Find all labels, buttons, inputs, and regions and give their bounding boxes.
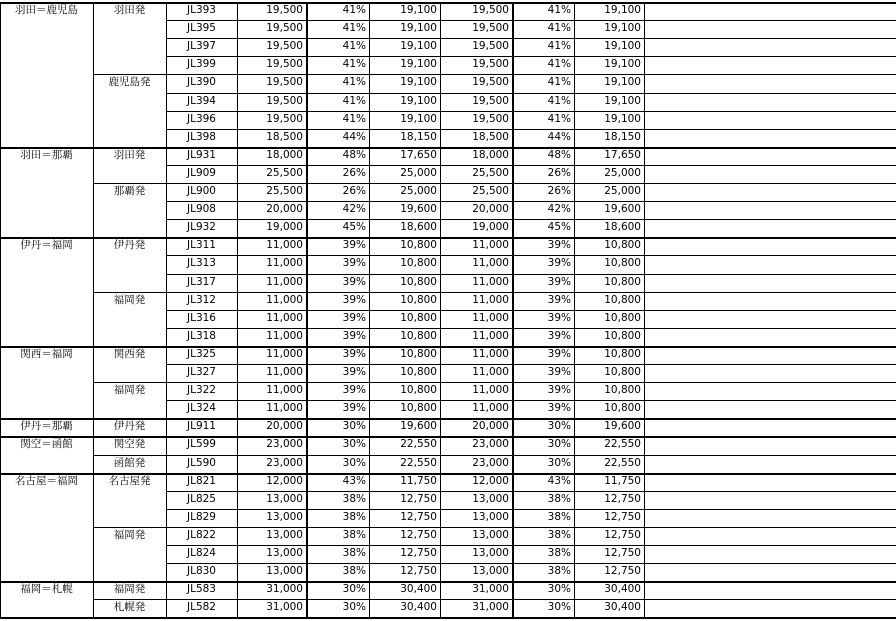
departure-label: 那覇発 [113, 185, 146, 197]
discount-rate-2: 44% [547, 131, 571, 143]
fare-normal-2: 19,500 [472, 58, 509, 70]
flight-number: JL825 [187, 493, 216, 505]
route-name: 関西＝福岡 [20, 348, 73, 360]
discount-rate-2: 39% [547, 239, 571, 251]
fare-discounted-2: 25,000 [604, 185, 641, 197]
discount-rate: 30% [342, 420, 366, 432]
flight-number: JL909 [187, 167, 216, 179]
flight-number: JL824 [187, 547, 216, 559]
route-name: 伊丹＝那覇 [20, 420, 73, 432]
fare-normal: 18,000 [266, 149, 303, 161]
fare-discounted: 30,400 [400, 583, 437, 595]
departure-label: 福岡発 [113, 384, 146, 396]
fare-discounted-2: 12,750 [604, 493, 641, 505]
fare-normal: 11,000 [266, 384, 303, 396]
flight-number: JL324 [187, 402, 216, 414]
flight-number: JL318 [187, 330, 216, 342]
fare-discounted: 19,100 [400, 22, 437, 34]
flight-number: JL399 [187, 58, 216, 70]
fare-normal: 11,000 [266, 294, 303, 306]
departure-label: 伊丹発 [113, 239, 146, 251]
departure-label: 羽田発 [113, 149, 146, 161]
fare-normal-2: 11,000 [472, 276, 509, 288]
discount-rate-2: 38% [547, 511, 571, 523]
fare-discounted: 19,100 [400, 95, 437, 107]
flight-number: JL821 [187, 475, 216, 487]
fare-normal-2: 19,500 [472, 4, 509, 16]
flight-number: JL908 [187, 203, 216, 215]
departure-label: 関西発 [113, 348, 146, 360]
fare-discounted-2: 17,650 [604, 149, 641, 161]
fare-discounted: 19,100 [400, 76, 437, 88]
column-divider [644, 2, 645, 617]
fare-discounted: 10,800 [400, 366, 437, 378]
fare-discounted: 10,800 [400, 312, 437, 324]
fare-normal-2: 20,000 [472, 420, 509, 432]
discount-rate-2: 42% [547, 203, 571, 215]
fare-normal-2: 11,000 [472, 257, 509, 269]
fare-discounted: 10,800 [400, 330, 437, 342]
discount-rate: 26% [342, 185, 366, 197]
flight-number: JL582 [187, 601, 216, 613]
fare-discounted-2: 19,100 [604, 95, 641, 107]
discount-rate-2: 39% [547, 348, 571, 360]
departure-label: 羽田発 [113, 4, 146, 16]
flight-number: JL583 [187, 583, 216, 595]
flight-number: JL396 [187, 113, 216, 125]
discount-rate: 38% [342, 565, 366, 577]
fare-normal: 12,000 [266, 475, 303, 487]
fare-normal: 19,500 [266, 22, 303, 34]
discount-rate: 39% [342, 348, 366, 360]
discount-rate: 48% [342, 149, 366, 161]
route-name: 羽田＝那覇 [20, 149, 73, 161]
fare-discounted-2: 12,750 [604, 511, 641, 523]
flight-number: JL390 [187, 76, 216, 88]
fare-normal-2: 19,500 [472, 76, 509, 88]
departure-label: 函館発 [113, 457, 146, 469]
fare-discounted-2: 10,800 [604, 276, 641, 288]
flight-number: JL900 [187, 185, 216, 197]
fare-normal-2: 11,000 [472, 348, 509, 360]
discount-rate: 41% [342, 40, 366, 52]
discount-rate-2: 30% [547, 601, 571, 613]
fare-normal-2: 25,500 [472, 185, 509, 197]
fare-discounted-2: 10,800 [604, 366, 641, 378]
discount-rate-2: 30% [547, 420, 571, 432]
fare-normal-2: 11,000 [472, 312, 509, 324]
fare-discounted-2: 19,100 [604, 22, 641, 34]
route-name: 名古屋＝福岡 [15, 475, 78, 487]
fare-discounted-2: 18,150 [604, 131, 641, 143]
fare-normal: 11,000 [266, 366, 303, 378]
fare-normal: 19,500 [266, 4, 303, 16]
fare-normal-2: 11,000 [472, 384, 509, 396]
discount-rate: 41% [342, 95, 366, 107]
fare-normal-2: 19,000 [472, 221, 509, 233]
fare-normal: 23,000 [266, 457, 303, 469]
discount-rate-2: 43% [547, 475, 571, 487]
discount-rate: 39% [342, 239, 366, 251]
fare-normal-2: 13,000 [472, 565, 509, 577]
fare-normal-2: 19,500 [472, 22, 509, 34]
discount-rate-2: 41% [547, 58, 571, 70]
discount-rate-2: 39% [547, 257, 571, 269]
fare-normal-2: 13,000 [472, 511, 509, 523]
fare-normal: 11,000 [266, 257, 303, 269]
departure-label: 名古屋発 [108, 475, 151, 487]
flight-number: JL397 [187, 40, 216, 52]
discount-rate: 41% [342, 4, 366, 16]
discount-rate: 30% [342, 601, 366, 613]
fare-discounted-2: 19,600 [604, 203, 641, 215]
fare-discounted-2: 10,800 [604, 402, 641, 414]
flight-number: JL830 [187, 565, 216, 577]
fare-discounted-2: 19,600 [604, 420, 641, 432]
fare-normal-2: 13,000 [472, 547, 509, 559]
discount-rate: 39% [342, 312, 366, 324]
fare-discounted-2: 11,750 [604, 475, 641, 487]
discount-rate-2: 39% [547, 366, 571, 378]
fare-discounted: 19,100 [400, 4, 437, 16]
fare-normal-2: 11,000 [472, 294, 509, 306]
fare-normal: 13,000 [266, 529, 303, 541]
discount-rate-2: 38% [547, 565, 571, 577]
fare-discounted-2: 22,550 [604, 457, 641, 469]
discount-rate-2: 30% [547, 457, 571, 469]
discount-rate: 43% [342, 475, 366, 487]
discount-rate: 39% [342, 384, 366, 396]
fare-discounted: 10,800 [400, 294, 437, 306]
flight-number: JL829 [187, 511, 216, 523]
fare-normal: 31,000 [266, 601, 303, 613]
discount-rate: 39% [342, 402, 366, 414]
fare-discounted: 19,600 [400, 420, 437, 432]
fare-normal-2: 13,000 [472, 493, 509, 505]
fare-normal: 19,500 [266, 95, 303, 107]
fare-discounted: 11,750 [400, 475, 437, 487]
fare-normal-2: 19,500 [472, 95, 509, 107]
fare-normal: 13,000 [266, 547, 303, 559]
discount-rate: 42% [342, 203, 366, 215]
discount-rate: 39% [342, 276, 366, 288]
route-name: 福岡＝札幌 [20, 583, 73, 595]
fare-discounted: 12,750 [400, 511, 437, 523]
discount-rate: 30% [342, 583, 366, 595]
discount-rate: 44% [342, 131, 366, 143]
discount-rate: 39% [342, 294, 366, 306]
fare-discounted: 19,600 [400, 203, 437, 215]
fare-normal: 19,500 [266, 58, 303, 70]
fare-normal: 25,500 [266, 167, 303, 179]
fare-discounted: 25,000 [400, 167, 437, 179]
fare-normal: 20,000 [266, 203, 303, 215]
fare-normal-2: 11,000 [472, 330, 509, 342]
departure-label: 札幌発 [113, 601, 146, 613]
fare-normal-2: 13,000 [472, 529, 509, 541]
departure-label: 福岡発 [113, 294, 146, 306]
fare-discounted: 25,000 [400, 185, 437, 197]
fare-discounted: 10,800 [400, 384, 437, 396]
discount-rate-2: 41% [547, 40, 571, 52]
discount-rate-2: 41% [547, 95, 571, 107]
flight-number: JL822 [187, 529, 216, 541]
fare-discounted-2: 10,800 [604, 257, 641, 269]
fare-normal-2: 12,000 [472, 475, 509, 487]
fare-discounted: 10,800 [400, 276, 437, 288]
fare-discounted: 10,800 [400, 348, 437, 360]
fare-discounted: 10,800 [400, 239, 437, 251]
fare-normal-2: 19,500 [472, 40, 509, 52]
fare-normal-2: 11,000 [472, 402, 509, 414]
fare-discounted: 18,600 [400, 221, 437, 233]
departure-label: 福岡発 [113, 529, 146, 541]
discount-rate: 30% [342, 457, 366, 469]
discount-rate-2: 38% [547, 493, 571, 505]
discount-rate: 38% [342, 547, 366, 559]
fare-discounted-2: 30,400 [604, 601, 641, 613]
fare-normal: 13,000 [266, 511, 303, 523]
fare-discounted-2: 10,800 [604, 239, 641, 251]
fare-discounted-2: 12,750 [604, 529, 641, 541]
fare-normal-2: 31,000 [472, 583, 509, 595]
fare-discounted: 22,550 [400, 457, 437, 469]
discount-rate: 41% [342, 22, 366, 34]
fare-discounted: 19,100 [400, 40, 437, 52]
flight-number: JL395 [187, 22, 216, 34]
flight-number: JL325 [187, 348, 216, 360]
discount-rate-2: 39% [547, 402, 571, 414]
fare-discounted: 18,150 [400, 131, 437, 143]
row-divider [0, 617, 896, 619]
discount-rate-2: 41% [547, 76, 571, 88]
fare-discounted-2: 30,400 [604, 583, 641, 595]
discount-rate: 41% [342, 113, 366, 125]
fare-discounted-2: 10,800 [604, 348, 641, 360]
discount-rate: 38% [342, 529, 366, 541]
fare-discounted: 22,550 [400, 438, 437, 450]
departure-label: 福岡発 [113, 583, 146, 595]
flight-number: JL590 [187, 457, 216, 469]
flight-number: JL398 [187, 131, 216, 143]
discount-rate-2: 41% [547, 22, 571, 34]
fare-discounted-2: 10,800 [604, 330, 641, 342]
discount-rate-2: 41% [547, 113, 571, 125]
fare-discounted-2: 25,000 [604, 167, 641, 179]
flight-number: JL393 [187, 4, 216, 16]
discount-rate: 26% [342, 167, 366, 179]
fare-normal: 19,500 [266, 76, 303, 88]
flight-number: JL312 [187, 294, 216, 306]
discount-rate: 39% [342, 366, 366, 378]
departure-label: 鹿児島発 [108, 76, 151, 88]
fare-discounted-2: 10,800 [604, 312, 641, 324]
fare-normal: 11,000 [266, 312, 303, 324]
discount-rate: 41% [342, 58, 366, 70]
fare-normal-2: 31,000 [472, 601, 509, 613]
fare-normal-2: 20,000 [472, 203, 509, 215]
route-name: 羽田＝鹿児島 [15, 4, 78, 16]
discount-rate: 38% [342, 511, 366, 523]
discount-rate: 30% [342, 438, 366, 450]
discount-rate: 45% [342, 221, 366, 233]
discount-rate-2: 39% [547, 312, 571, 324]
fare-normal: 19,000 [266, 221, 303, 233]
fare-normal: 11,000 [266, 330, 303, 342]
discount-rate-2: 48% [547, 149, 571, 161]
route-name: 関空＝函館 [20, 438, 73, 450]
fare-normal: 11,000 [266, 239, 303, 251]
fare-discounted: 12,750 [400, 547, 437, 559]
fare-normal: 11,000 [266, 348, 303, 360]
fare-normal: 31,000 [266, 583, 303, 595]
fare-normal-2: 19,500 [472, 113, 509, 125]
fare-normal-2: 25,500 [472, 167, 509, 179]
fare-discounted: 19,100 [400, 113, 437, 125]
flight-number: JL313 [187, 257, 216, 269]
fare-normal: 11,000 [266, 276, 303, 288]
fare-normal-2: 23,000 [472, 457, 509, 469]
fare-discounted-2: 19,100 [604, 40, 641, 52]
fare-discounted-2: 10,800 [604, 294, 641, 306]
discount-rate-2: 41% [547, 4, 571, 16]
fare-normal-2: 23,000 [472, 438, 509, 450]
discount-rate-2: 39% [547, 384, 571, 396]
fare-normal: 13,000 [266, 493, 303, 505]
fare-discounted-2: 10,800 [604, 384, 641, 396]
fare-normal: 25,500 [266, 185, 303, 197]
discount-rate-2: 39% [547, 330, 571, 342]
departure-label: 関空発 [113, 438, 146, 450]
fare-discounted: 30,400 [400, 601, 437, 613]
fare-discounted: 10,800 [400, 257, 437, 269]
fare-discounted: 12,750 [400, 529, 437, 541]
fare-normal-2: 18,000 [472, 149, 509, 161]
fare-discounted-2: 19,100 [604, 113, 641, 125]
flight-number: JL394 [187, 95, 216, 107]
fare-normal: 19,500 [266, 113, 303, 125]
fare-normal: 19,500 [266, 40, 303, 52]
fare-discounted: 12,750 [400, 565, 437, 577]
discount-rate-2: 39% [547, 276, 571, 288]
flight-number: JL316 [187, 312, 216, 324]
fare-discounted-2: 12,750 [604, 547, 641, 559]
discount-rate-2: 45% [547, 221, 571, 233]
flight-number: JL327 [187, 366, 216, 378]
flight-number: JL322 [187, 384, 216, 396]
discount-rate-2: 30% [547, 583, 571, 595]
fare-discounted-2: 19,100 [604, 4, 641, 16]
fare-discounted: 12,750 [400, 493, 437, 505]
discount-rate-2: 39% [547, 294, 571, 306]
discount-rate-2: 26% [547, 185, 571, 197]
discount-rate: 39% [342, 257, 366, 269]
fare-normal: 23,000 [266, 438, 303, 450]
fare-normal: 13,000 [266, 565, 303, 577]
discount-rate-2: 38% [547, 529, 571, 541]
flight-number: JL911 [187, 420, 216, 432]
fare-discounted: 19,100 [400, 58, 437, 70]
fare-discounted-2: 18,600 [604, 221, 641, 233]
flight-number: JL931 [187, 149, 216, 161]
fare-discounted-2: 22,550 [604, 438, 641, 450]
column-divider [0, 2, 1, 617]
discount-rate-2: 30% [547, 438, 571, 450]
fare-normal-2: 11,000 [472, 239, 509, 251]
fare-discounted-2: 12,750 [604, 565, 641, 577]
discount-rate: 41% [342, 76, 366, 88]
fare-normal-2: 11,000 [472, 366, 509, 378]
fare-discounted-2: 19,100 [604, 58, 641, 70]
flight-number: JL932 [187, 221, 216, 233]
flight-number: JL599 [187, 438, 216, 450]
discount-rate-2: 38% [547, 547, 571, 559]
discount-rate: 38% [342, 493, 366, 505]
fare-normal: 11,000 [266, 402, 303, 414]
fare-normal: 20,000 [266, 420, 303, 432]
fare-normal: 18,500 [266, 131, 303, 143]
discount-rate-2: 26% [547, 167, 571, 179]
fare-discounted: 10,800 [400, 402, 437, 414]
departure-label: 伊丹発 [113, 420, 146, 432]
flight-number: JL317 [187, 276, 216, 288]
flight-number: JL311 [187, 239, 216, 251]
route-name: 伊丹＝福岡 [20, 239, 73, 251]
fare-normal-2: 18,500 [472, 131, 509, 143]
discount-rate: 39% [342, 330, 366, 342]
fare-discounted: 17,650 [400, 149, 437, 161]
fare-discounted-2: 19,100 [604, 76, 641, 88]
